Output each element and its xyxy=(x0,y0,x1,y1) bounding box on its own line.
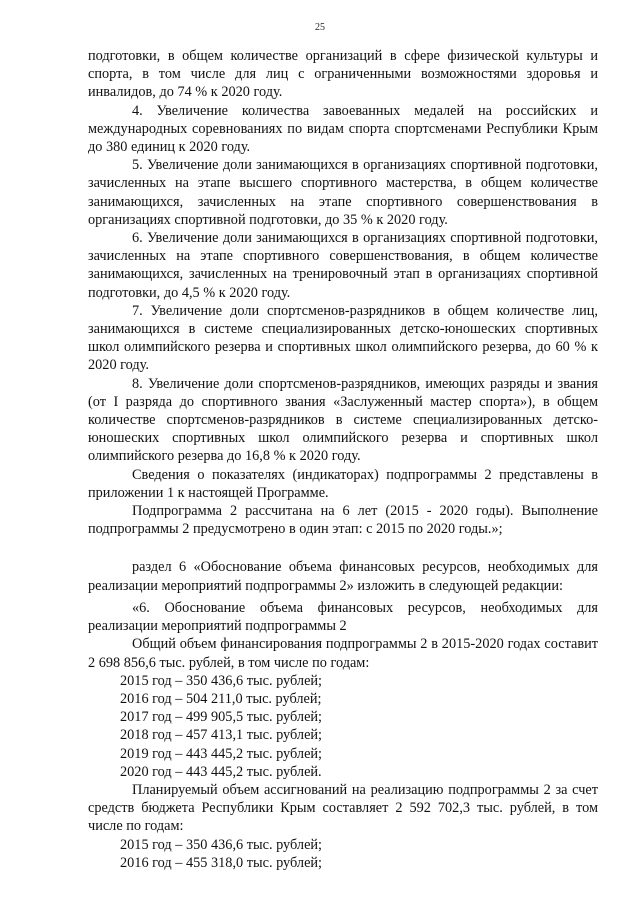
budget-year-2016: 2016 год – 455 318,0 тыс. рублей; xyxy=(120,854,323,871)
indicator-4: 4. Увеличение количества завоеванных медалей на российских и международных соревнованиях по видам спорта спортсменами Республики Крым до 380 единиц к 2020 году. xyxy=(88,102,598,156)
funding-year-2019: 2019 год – 443 445,2 тыс. рублей; xyxy=(120,745,323,762)
indicator-8: 8. Увеличение доли спортсменов-разрядников, имеющих разряды и звания (от I разряда до спортивного звания «Заслуженный мастер спорта»), в общем количестве спортсменов-разрядников в системе специализированных детско-юношеских спортивных школ олимпийского резерва и спортивных школ олимпийского резерва до 16,8 % к 2020 году. xyxy=(88,375,598,465)
section-6-heading: «6. Обоснование объема финансовых ресурсов, необходимых для реализации мероприятий подпрограммы 2 xyxy=(88,599,598,635)
indicator-6: 6. Увеличение доли занимающихся в организациях спортивной подготовки, зачисленных на этапе спортивного совершенствования, в общем количестве занимающихся, зачисленных на тренировочный этап в организациях спортивной подготовки, до 4,5 % к 2020 году. xyxy=(88,230,598,301)
indicators-reference: Сведения о показателях (индикаторах) подпрограммы 2 представлены в приложении 1 к настоящей Программе. xyxy=(88,466,598,501)
funding-year-2016: 2016 год – 504 211,0 тыс. рублей; xyxy=(120,690,322,707)
section-6-instruction: раздел 6 «Обоснование объема финансовых ресурсов, необходимых для реализации мероприятий подпрограммы 2» изложить в следующей редакции: xyxy=(88,559,598,594)
page-number: 25 xyxy=(315,22,325,33)
page-body xyxy=(88,47,598,872)
subprogram-duration: Подпрограмма 2 рассчитана на 6 лет (2015 - 2020 годы). Выполнение подпрограммы 2 предусмотрено в один этап: с 2015 по 2020 годы.»; xyxy=(88,503,598,538)
paragraph-continuation: подготовки, в общем количестве организаций в сфере физической культуры и спорта, в том числе для лиц с ограниченными возможностями здоровья и инвалидов, до 74 % к 2020 году. xyxy=(88,48,598,101)
funding-year-2018: 2018 год – 457 413,1 тыс. рублей; xyxy=(120,727,323,744)
indicator-5: 5. Увеличение доли занимающихся в организациях спортивной подготовки, зачисленных на этапе высшего спортивного мастерства, в общем количестве занимающихся, зачисленных на этапе спортивного совершенствования в организациях спортивной подготовки, до 35 % к 2020 году. xyxy=(88,157,598,228)
indicator-7: 7. Увеличение доли спортсменов-разрядников в общем количестве лиц, занимающихся в системе специализированных детско-юношеских спортивных школ олимпийского резерва и спортивных школ олимпийского резерва, до 60 % к 2020 году. xyxy=(88,302,598,374)
budget-paragraph: Планируемый объем ассигнований на реализацию подпрограммы 2 за счет средств бюджета Республики Крым составляет 2 592 702,3 тыс. рублей, в том числе по годам: xyxy=(88,781,598,835)
budget-year-2015: 2015 год – 350 436,6 тыс. рублей; xyxy=(120,836,323,853)
funding-year-2017: 2017 год – 499 905,5 тыс. рублей; xyxy=(120,709,323,726)
funding-year-2020: 2020 год – 443 445,2 тыс. рублей. xyxy=(120,763,322,780)
funding-year-2015: 2015 год – 350 436,6 тыс. рублей; xyxy=(120,672,323,689)
total-funding-paragraph: Общий объем финансирования подпрограммы 2 в 2015-2020 годах составит 2 698 856,6 тыс. рублей, в том числе по годам: xyxy=(88,636,598,671)
